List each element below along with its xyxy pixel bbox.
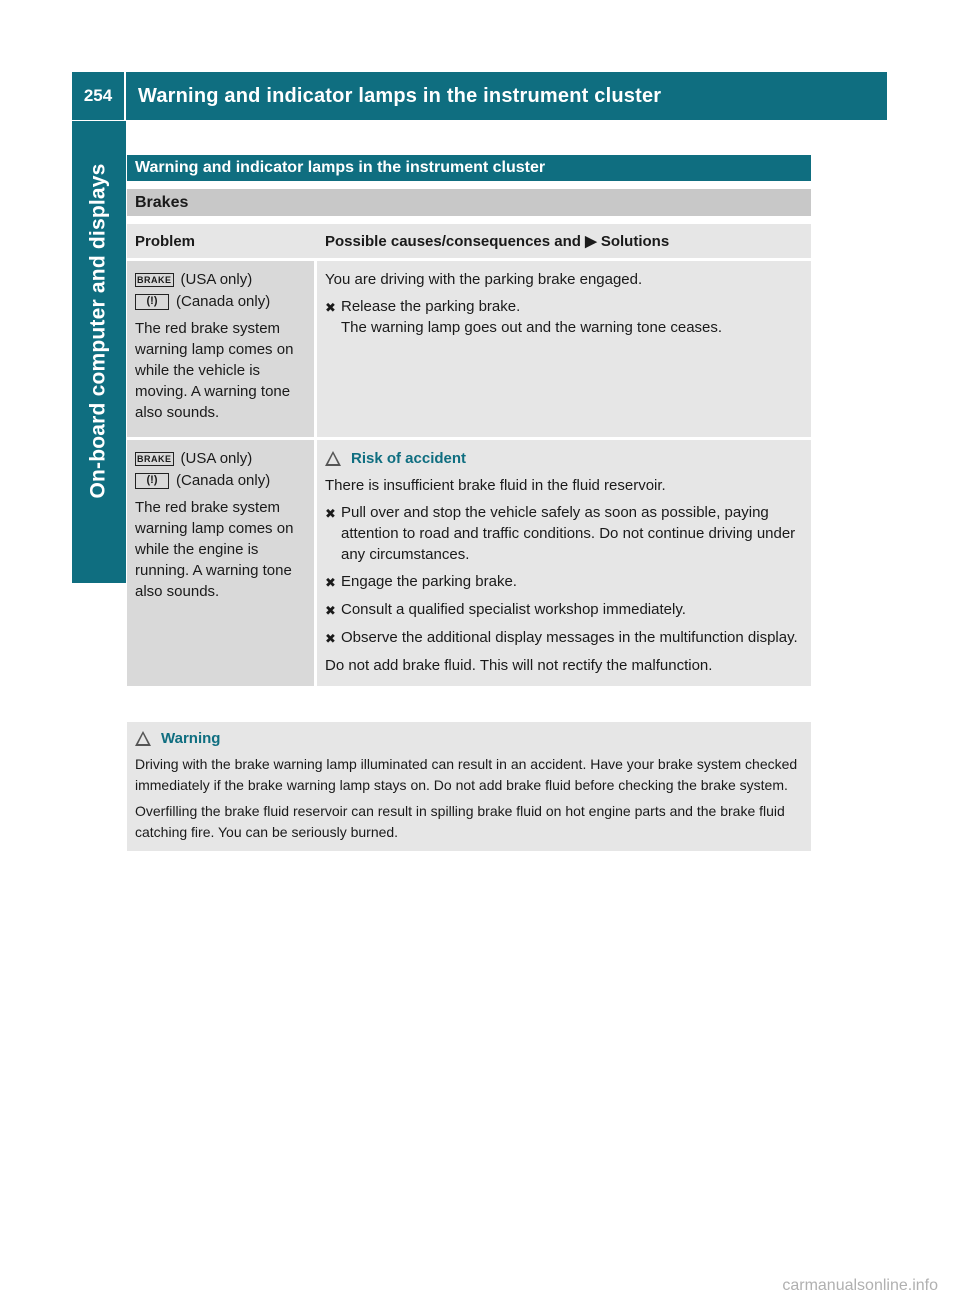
header-title: Warning and indicator lamps in the instrument cluster	[138, 84, 662, 107]
causes-cell	[317, 440, 811, 686]
play-arrow-icon: ▶	[585, 233, 597, 250]
header-causes-prefix: Possible causes/consequences and	[325, 233, 581, 250]
brake-circle-lamp-icon: (!)	[135, 473, 169, 489]
step-arrow-icon: ✖	[325, 575, 336, 590]
risk-heading-text: Risk of accident	[351, 450, 467, 467]
cause-text: There is insufficient brake fluid in the fluid reservoir.	[325, 477, 666, 494]
warning-paragraph: Overfilling the brake fluid reservoir can result in spilling brake fluid on hot engine parts and the brake fluid catching fire. You can be seriously burned.	[135, 803, 785, 840]
side-tab-label-wrap	[72, 121, 126, 541]
list-item	[325, 599, 803, 621]
warning-heading	[135, 728, 803, 749]
step-text: Consult a qualified specialist workshop immediately.	[341, 601, 686, 618]
list-item	[325, 627, 803, 649]
warning-box	[127, 722, 811, 851]
step-arrow-icon: ✖	[325, 631, 336, 646]
header-causes	[317, 224, 811, 261]
warning-heading-text: Warning	[161, 730, 221, 747]
problem-text: The red brake system warning lamp comes on while the vehicle is moving. A warning tone also sounds.	[135, 320, 294, 421]
step-arrow-icon: ✖	[325, 603, 336, 618]
lamp-usa-label: (USA only)	[180, 450, 253, 467]
step-arrow-icon: ✖	[325, 300, 336, 315]
side-tab-label: On-board computer and displays	[87, 163, 110, 499]
lamp-usa	[135, 269, 306, 290]
step-arrow-icon: ✖	[325, 506, 336, 521]
causes-cell	[317, 261, 811, 440]
subsection-title: Brakes	[127, 189, 811, 216]
warning-triangle-icon	[135, 731, 151, 746]
step-text: Pull over and stop the vehicle safely as soon as possible, paying attention to road and traffic conditions. Do not continue driving under any circumstances.	[341, 504, 796, 563]
step-text: Engage the parking brake.	[341, 573, 517, 590]
table-header-row	[127, 224, 811, 261]
brake-circle-lamp-icon: (!)	[135, 294, 169, 310]
brake-lamp-icon: BRAKE	[137, 274, 172, 285]
header-causes-suffix: Solutions	[600, 233, 670, 250]
lamp-canada-label: (Canada only)	[176, 293, 271, 310]
lamp-usa	[135, 448, 306, 469]
page-header	[72, 72, 887, 120]
side-tab-gap	[72, 541, 126, 1283]
step-text: Release the parking brake.	[341, 298, 521, 315]
table-row	[127, 440, 811, 686]
list-item	[325, 296, 803, 338]
header-problem: Problem	[127, 224, 317, 261]
side-tab-marker	[72, 541, 126, 583]
main-content	[127, 155, 811, 686]
problem-cell	[127, 440, 317, 686]
step-result: The warning lamp goes out and the warning tone ceases.	[341, 319, 723, 336]
lamp-canada-label: (Canada only)	[176, 472, 271, 489]
list-item	[325, 502, 803, 565]
brake-lamp-icon: BRAKE	[137, 453, 172, 464]
problem-text: The red brake system warning lamp comes on while the engine is running. A warning tone also sounds.	[135, 499, 294, 600]
step-text: Observe the additional display messages in the multifunction display.	[341, 629, 798, 646]
cause-text: You are driving with the parking brake engaged.	[325, 271, 643, 288]
warning-paragraph: Driving with the brake warning lamp illuminated can result in an accident. Have your brake system checked immediately if the brake warning lamp stays on. Do not add brake fluid before checking the brake system.	[135, 756, 798, 793]
lamp-canada	[135, 291, 306, 312]
watermark: carmanualsonline.info	[782, 1277, 938, 1294]
lamp-usa-label: (USA only)	[180, 271, 253, 288]
section-title: Warning and indicator lamps in the instrument cluster	[127, 155, 811, 181]
page-number: 254	[72, 72, 126, 120]
brakes-table	[127, 224, 811, 686]
risk-heading	[325, 448, 803, 469]
note-text: Do not add brake fluid. This will not rectify the malfunction.	[325, 657, 713, 674]
problem-cell	[127, 261, 317, 440]
list-item	[325, 571, 803, 593]
table-row	[127, 261, 811, 440]
lamp-canada	[135, 470, 306, 491]
warning-triangle-icon	[325, 451, 341, 466]
